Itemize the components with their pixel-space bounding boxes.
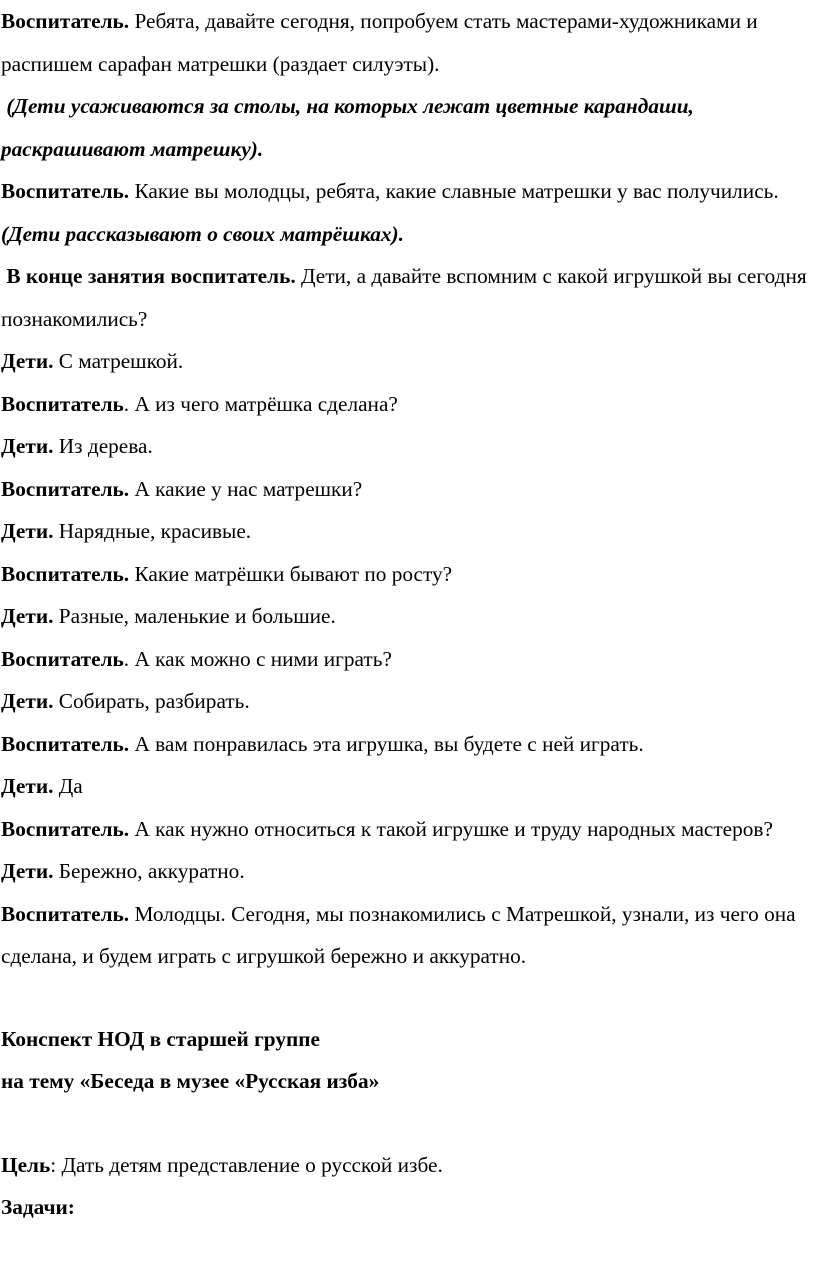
paragraph-text: Какие матрёшки бывают по росту? <box>129 561 453 586</box>
speaker-label: Воспитатель <box>1 646 124 671</box>
paragraph-text: А какие у нас матрешки? <box>129 476 363 501</box>
paragraph-17 <box>1 850 810 893</box>
paragraph-text: Да <box>53 774 83 798</box>
speaker-label: Воспитатель. <box>1 179 130 203</box>
paragraph-1 <box>1 0 810 85</box>
speaker-label: Дети. <box>1 434 54 458</box>
paragraph-15 <box>1 765 810 808</box>
stage-remark: (Дети усаживаются за столы, на которых лежат цветные карандаши, раскрашивают матрешку). <box>1 94 694 161</box>
speaker-label: Воспитатель. <box>1 9 130 33</box>
paragraph-text: . А как можно с ними играть? <box>123 646 392 671</box>
paragraph-10 <box>1 553 810 596</box>
paragraph-13 <box>1 680 810 723</box>
paragraph-6 <box>1 383 810 426</box>
paragraph-text: Какие вы молодцы, ребята, какие славные матрешки у вас получились. <box>129 179 779 203</box>
speaker-label: В конце занятия воспитатель. <box>6 264 296 288</box>
goal-label: Цель <box>1 1152 51 1177</box>
paragraph-text: Нарядные, красивые. <box>53 519 252 543</box>
paragraph-text: А как нужно относиться к такой игрушке и труду народных мастеров? <box>129 816 773 841</box>
paragraph-text: Ребята, давайте сегодня, попробуем стать мастерами-художниками и распишем сарафан матрешки (раздает силуэты). <box>1 9 758 76</box>
paragraph-12 <box>1 638 810 681</box>
paragraph-text: С матрешкой. <box>53 349 184 373</box>
paragraph-7 <box>1 425 810 468</box>
speaker-label: Воспитатель. <box>1 816 130 841</box>
speaker-label: Дети. <box>1 349 54 373</box>
speaker-label: Дети. <box>1 519 54 543</box>
speaker-label: Дети. <box>1 689 54 713</box>
speaker-label: Воспитатель. <box>1 731 130 756</box>
paragraph-text: Бережно, аккуратно. <box>53 859 245 883</box>
heading-line-2: на тему «Беседа в музее «Русская изба» <box>1 1068 380 1093</box>
speaker-label: Воспитатель. <box>1 901 130 926</box>
heading-line-1: Конспект НОД в старшей группе <box>1 1026 320 1051</box>
paragraph-text: Дети, а давайте вспомним с какой игрушкой вы сегодня познакомились? <box>1 264 807 331</box>
paragraph-18 <box>1 893 810 978</box>
speaker-label: Воспитатель. <box>1 561 130 586</box>
tasks-paragraph <box>1 1186 810 1229</box>
paragraph-9 <box>1 510 810 553</box>
paragraph-16 <box>1 808 810 851</box>
section-heading <box>1 1018 810 1102</box>
goal-paragraph <box>1 1144 810 1187</box>
paragraph-text: . А из чего матрёшка сделана? <box>123 391 398 416</box>
goal-text: : Дать детям представление о русской избе. <box>50 1152 443 1177</box>
tasks-label: Задачи: <box>1 1195 75 1219</box>
speaker-label: Дети. <box>1 604 54 628</box>
paragraph-3 <box>1 170 810 255</box>
speaker-label: Дети. <box>1 859 54 883</box>
paragraph-8 <box>1 468 810 511</box>
paragraph-text: Разные, маленькие и большие. <box>53 604 336 628</box>
paragraph-4 <box>1 255 810 340</box>
speaker-label: Дети. <box>1 774 54 798</box>
speaker-label: Воспитатель <box>1 391 124 416</box>
paragraph-text: Собирать, разбирать. <box>53 689 250 713</box>
paragraph-text: Молодцы. Сегодня, мы познакомились с Матрешкой, узнали, из чего она сделана, и будем играть с игрушкой бережно и аккуратно. <box>1 901 796 968</box>
paragraph-5 <box>1 340 810 383</box>
paragraph-text: Из дерева. <box>53 434 153 458</box>
paragraph-2 <box>1 85 810 170</box>
speaker-label: Воспитатель. <box>1 476 130 501</box>
paragraph-11 <box>1 595 810 638</box>
paragraph-text: А вам понравилась эта игрушка, вы будете с ней играть. <box>129 731 644 756</box>
stage-remark: (Дети рассказывают о своих матрёшках). <box>1 221 404 246</box>
paragraph-14 <box>1 723 810 766</box>
